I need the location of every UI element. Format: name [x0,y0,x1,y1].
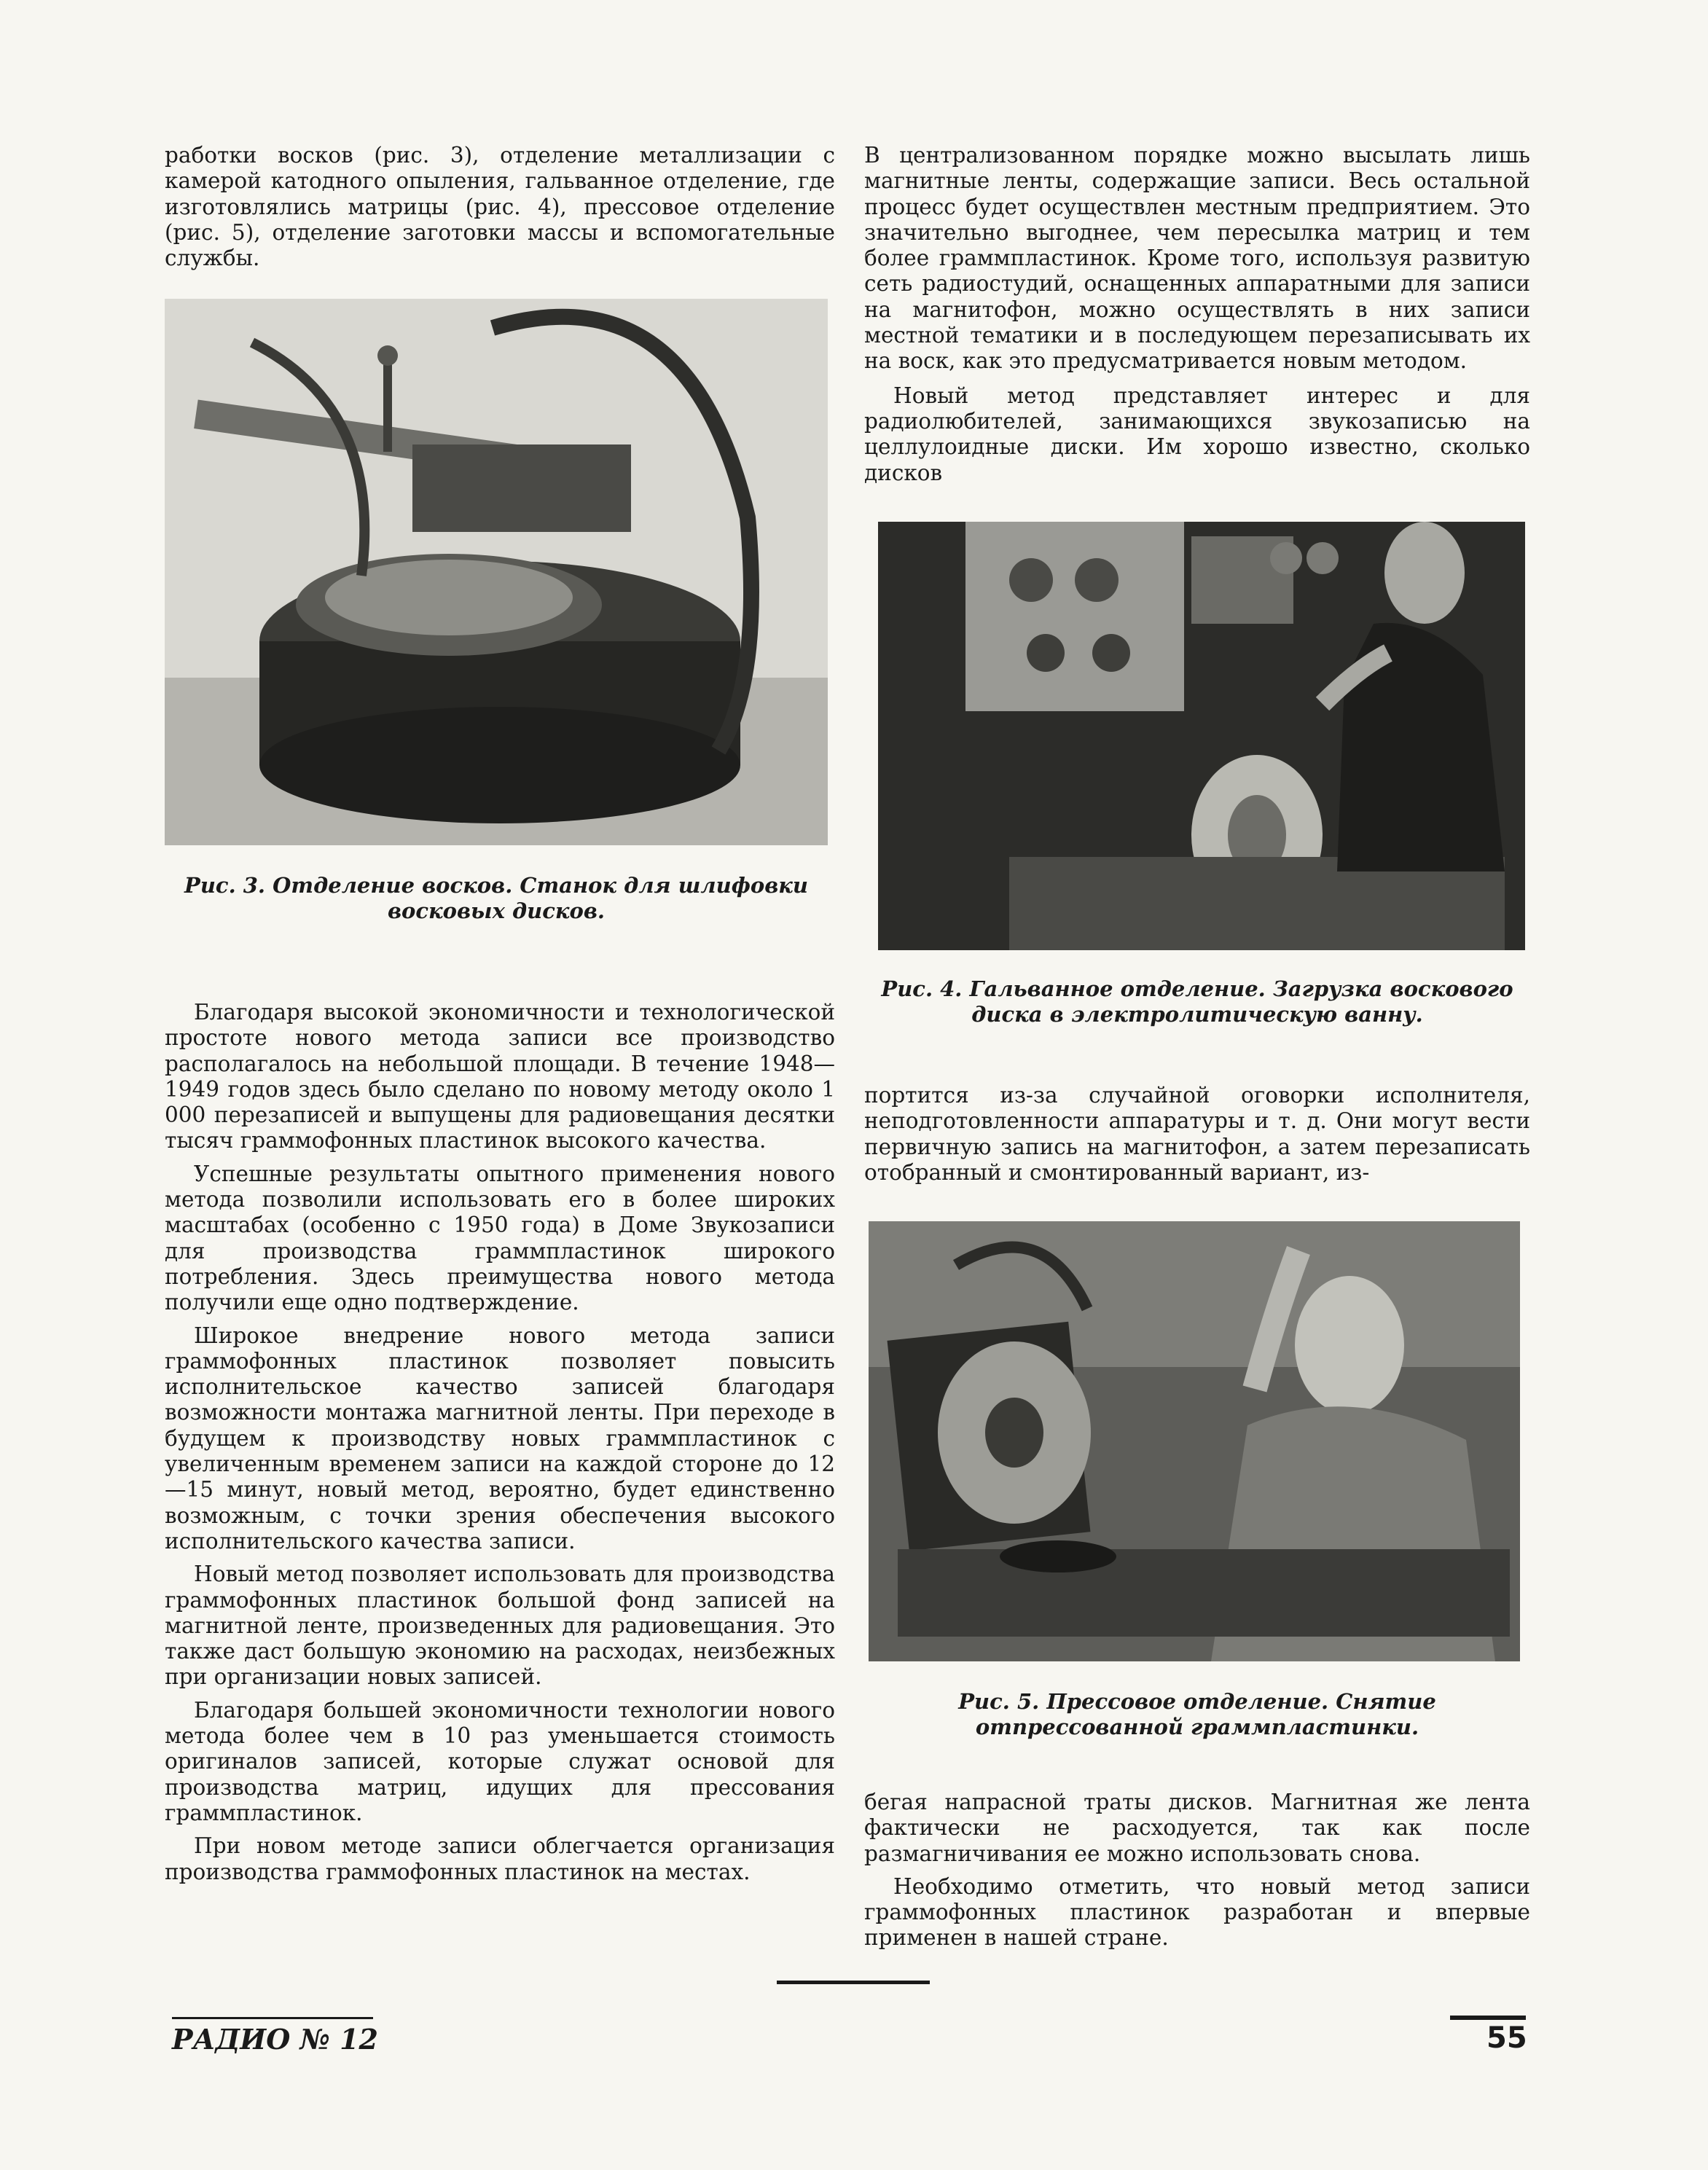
left-column-body [165,1000,835,1885]
electroplating-illustration [878,522,1525,950]
right-column-top [864,143,1530,486]
footer-rule-left [172,2017,373,2019]
figure-3-caption: Рис. 3. Отделение восков. Станок для шлифовки восковых дисков. [184,873,808,923]
right-column-middle [864,1083,1530,1186]
paragraph-5: Благодаря большей экономичности технологии нового метода более чем в 10 раз уменьшается стоимость оригиналов записей, которые служат основой для производства матриц, идущих для прессования граммпластинок. [165,1697,835,1825]
top-paragraph-left: работки восков (рис. 3), отделение металлизации с камерой катодного опыления, гальванное отделение, где изготовлялись матрицы (рис. 4), прессовое отделение (рис. 5), отделение заготовки массы и вспомогательные службы. [165,143,835,271]
footer-rule-right [1450,2016,1526,2020]
press-shop-illustration [869,1221,1520,1661]
left-column [165,143,835,271]
paragraph-1: Благодаря высокой экономичности и технологической простоте нового метода записи все производство располагалось на небольшой площади. В течение 1948—1949 годов здесь было сделано по новому методу около 1 000 перезаписей и выпущены для радиовещания десятки тысяч граммофонных пластинок высокого качества. [165,1000,835,1153]
wax-grinding-machine-illustration [165,299,828,845]
figure-5-photo [869,1221,1520,1661]
right-paragraph-2: Новый метод представляет интерес и для радиолюбителей, занимающихся звукозаписью на целлулоидные диски. Им хорошо известно, сколько дисков [864,383,1530,485]
center-divider-rule [777,1981,930,1984]
figure-3-photo [165,299,828,845]
right-paragraph-1: В централизованном порядке можно высылать лишь магнитные ленты, содержащие записи. Весь остальной процесс будет осуществлен местным предприятием. Это значительно выгоднее, чем пересылка матриц и тем более граммпластинок. Кроме того, используя развитую сеть радиостудий, оснащенных аппаратными для записи на магнитофон, можно осуществлять в них записи местной тематики и в последующем перезаписывать их на воск, как это предусматривается новым методом. [864,143,1530,374]
page-number: 55 [1486,2021,1527,2055]
paragraph-3: Широкое внедрение нового метода записи граммофонных пластинок позволяет повысить исполнительское качество записей благодаря возможности монтажа магнитной ленты. При переходе в будущем к производству новых граммпластинок с увеличенным временем записи на каждой стороне до 12—15 минут, новый метод, вероятно, будет единственно возможным, с точки зрения обеспечения высокого исполнительского качества записи. [165,1323,835,1554]
figure-4-caption: Рис. 4. Гальванное отделение. Загрузка воскового диска в электролитическую ванну. [881,976,1513,1027]
right-paragraph-4: бегая напрасной траты дисков. Магнитная же лента фактически не расходуется, так как после размагничивания ее можно использовать снова. [864,1790,1530,1866]
right-paragraph-3: портится из-за случайной оговорки исполнителя, неподготовленности аппаратуры и т. д. Они могут вести первичную запись на магнитофон, а затем перезаписать отобранный и смонтированный вариант, из- [864,1083,1530,1185]
right-column-bottom [864,1790,1530,1951]
paragraph-4: Новый метод позволяет использовать для производства граммофонных пластинок большой фонд записей на магнитной ленте, произведенных для радиовещания. Это также даст большую экономию на расходах, неизбежных при организации новых записей. [165,1562,835,1690]
paragraph-6: При новом методе записи облегчается организация производства граммофонных пластинок на местах. [165,1833,835,1884]
figure-4-photo [878,522,1525,950]
right-paragraph-5: Необходимо отметить, что новый метод записи граммофонных пластинок разработан и впервые применен в нашей стране. [864,1873,1530,1951]
paragraph-2: Успешные результаты опытного применения нового метода позволили использовать его в более широких масштабах (особенно с 1950 года) в Доме Звукозаписи для производства граммпластинок широкого потребления. Здесь преимущества нового метода получили еще одно подтверждение. [165,1161,835,1315]
footer-journal-title: РАДИО № 12 [172,2023,378,2056]
figure-5-caption: Рис. 5. Прессовое отделение. Снятие отпрессованной граммпластинки. [958,1689,1436,1739]
